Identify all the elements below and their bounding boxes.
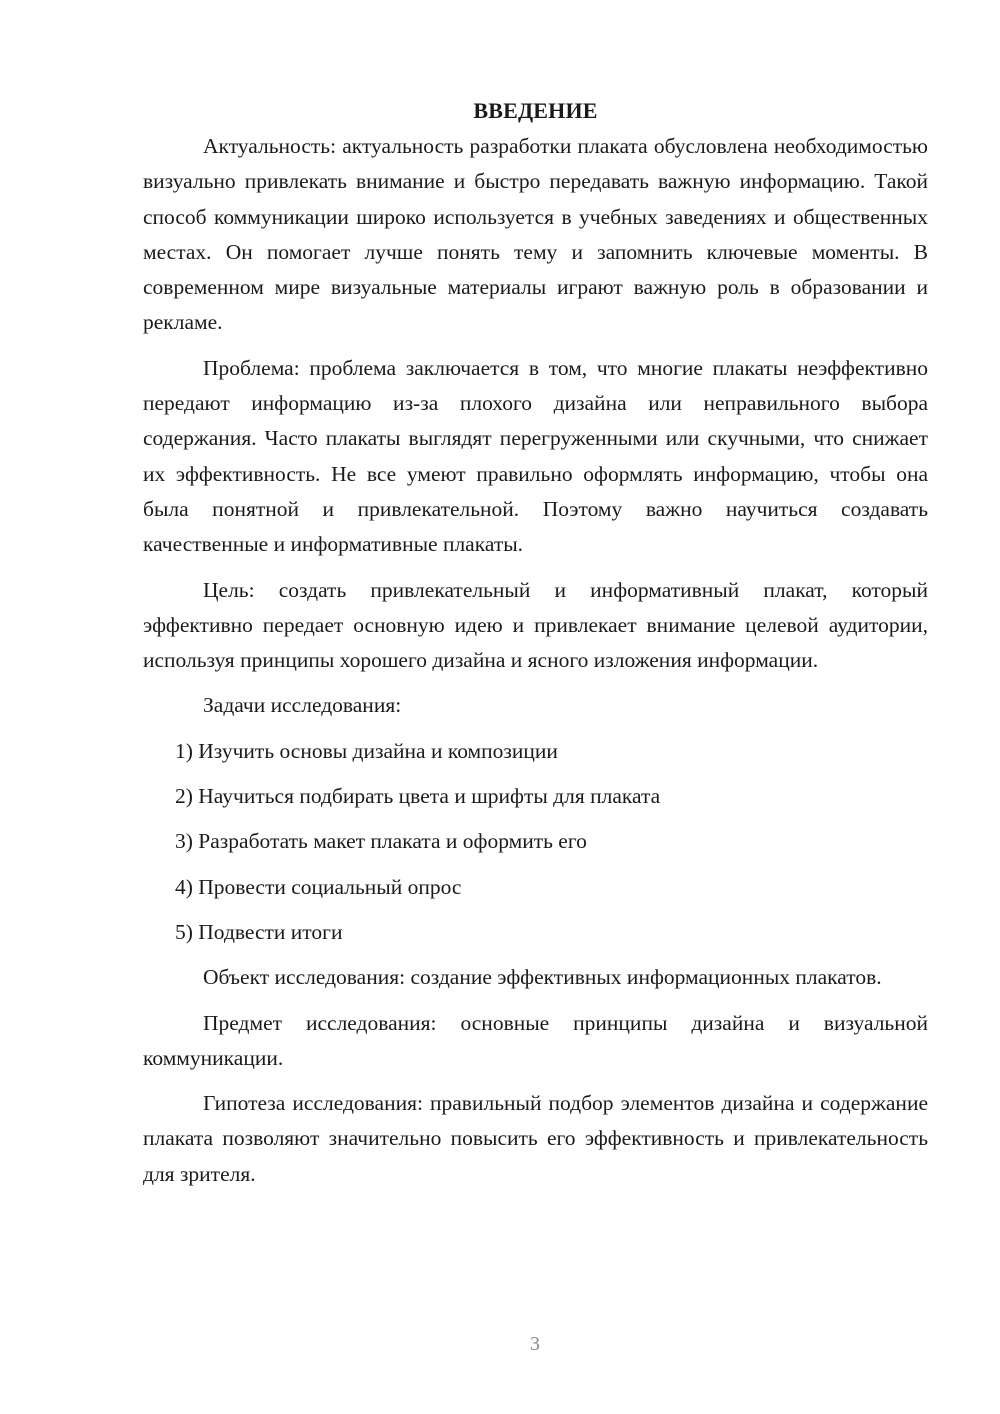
page-title: ВВЕДЕНИЕ (473, 98, 598, 123)
hypothesis-paragraph: Гипотеза исследования: правильный подбор элементов дизайна и содержание плаката позволяют значительно повысить его эффективность и привлекательность для зрителя. (143, 1091, 928, 1186)
task-item: 5) Подвести итоги (175, 919, 343, 944)
subject-paragraph: Предмет исследования: основные принципы дизайна и визуальной коммуникации. (143, 1010, 928, 1070)
object-paragraph: Объект исследования: создание эффективных информационных плакатов. (203, 965, 882, 990)
task-item: 2) Научиться подбирать цвета и шрифты для плаката (175, 784, 661, 809)
task-item: 3) Разработать макет плаката и оформить его (175, 829, 587, 854)
task-item: 4) Провести социальный опрос (175, 874, 462, 899)
page-number: 3 (530, 1333, 540, 1355)
problem-paragraph: Проблема: проблема заключается в том, что многие плакаты неэффективно передают информацию из-за плохого дизайна или неправильного выбора содержания. Часто плакаты выглядят перегруженными или скучными, что снижает их эффективность. Не все умеют правильно оформлять информацию, чтобы она была понятной и привлекательной. Поэтому важно научиться создавать качественные и информативные плакаты. (143, 355, 928, 557)
tasks-heading: Задачи исследования: (203, 693, 402, 718)
page-content (143, 95, 928, 1202)
task-list (143, 734, 928, 950)
relevance-paragraph: Актуальность: актуальность разработки плаката обусловлена необходимостью визуально привлекать внимание и быстро передавать важную информацию. Такой способ коммуникации широко используется в учебных заведениях и общественных местах. Он помогает лучше понять тему и запомнить ключевые моменты. В современном мире визуальные материалы играют важную роль в образовании и рекламе. (143, 134, 928, 335)
goal-paragraph: Цель: создать привлекательный и информативный плакат, который эффективно передает основную идею и привлекает внимание целевой аудитории, используя принципы хорошего дизайна и ясного изложения информации. (143, 577, 928, 673)
task-item: 1) Изучить основы дизайна и композиции (175, 738, 558, 763)
